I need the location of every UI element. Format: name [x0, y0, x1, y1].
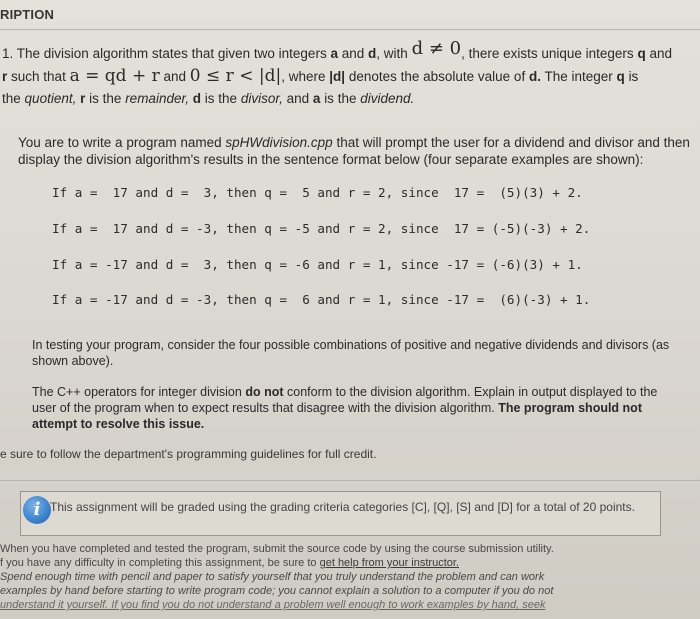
- var-d: d: [192, 91, 201, 106]
- footer-line: When you have completed and tested the program, submit the source code by using the course submission utility.: [0, 543, 554, 555]
- operators-text: The C++ operators for integer division: [32, 385, 242, 399]
- var-d: d.: [528, 69, 541, 84]
- intro-text: is the: [204, 91, 238, 106]
- var-abs-d: |d|: [329, 69, 346, 84]
- intro-text: and: [341, 46, 365, 61]
- var-a: a: [330, 46, 338, 61]
- var-q: q: [616, 69, 625, 84]
- math-equation: a = qd + r: [69, 66, 160, 86]
- operators-paragraph: [32, 384, 672, 432]
- testing-paragraph: In testing your program, consider the four possible combinations of positive and negative dividends and divisors (as shown above).: [32, 338, 670, 368]
- intro-text: , with: [376, 46, 408, 61]
- task-text: You are to write a program named: [18, 135, 222, 150]
- footer-line: Spend enough time with pencil and paper to satisfy yourself that you truly understand the problem and can work: [0, 571, 545, 583]
- grading-note-text: This assignment will be graded using the grading criteria categories [C], [Q], [S] and [D] for a total of 20 points.: [50, 500, 635, 514]
- footer-line: examples by hand before starting to write program code; you cannot explain a solution to a computer if you do not: [0, 585, 554, 597]
- header-divider: [0, 29, 700, 30]
- intro-text: denotes the absolute value of: [348, 69, 526, 84]
- emphasis-do-not: do not: [245, 385, 284, 399]
- intro-paragraph: [2, 38, 696, 110]
- term-remainder: remainder,: [125, 91, 189, 106]
- example-line: If a = 17 and d = 3, then q = 5 and r = 2, since 17 = (5)(3) + 2.: [52, 185, 583, 200]
- math-d-not-zero: d ≠ 0: [411, 38, 462, 59]
- example-line: If a = -17 and d = 3, then q = -6 and r = 1, since -17 = (-6)(3) + 1.: [52, 257, 583, 272]
- task-paragraph: [18, 134, 694, 168]
- term-dividend: dividend.: [360, 91, 415, 106]
- example-line: If a = -17 and d = -3, then q = 6 and r = 1, since -17 = (6)(-3) + 1.: [52, 292, 591, 307]
- intro-text: The integer: [544, 69, 613, 84]
- intro-text: , where: [281, 69, 326, 84]
- var-a: a: [312, 91, 321, 106]
- intro-text: and: [163, 69, 187, 84]
- instructions-footer: [0, 542, 700, 612]
- instructor-help-link[interactable]: get help from your instructor.: [319, 557, 459, 569]
- math-inequality: 0 ≤ r < |d|: [189, 66, 282, 86]
- program-filename: spHWdivision.cpp: [225, 135, 333, 150]
- intro-text: and: [286, 91, 310, 106]
- divider: [0, 480, 700, 481]
- var-r: r: [80, 91, 86, 106]
- intro-text: The division algorithm states that given two integers: [16, 46, 327, 61]
- emphasis-no-resolve: The program should not attempt to resolve this issue.: [32, 401, 642, 431]
- operators-text: conform to the division algorithm. Explain in output displayed to the user of the program when to expect results that disagree with the division algorithm.: [32, 385, 658, 415]
- section-header: RIPTION: [0, 7, 55, 22]
- var-r: r: [2, 69, 8, 84]
- intro-text: , there exists unique integers: [461, 46, 634, 61]
- footer-line: understand it yourself. If you find you do not understand a problem well enough to work examples by hand, seek: [0, 599, 546, 611]
- intro-text: such that: [11, 69, 66, 84]
- guidelines-text: e sure to follow the department's programming guidelines for full credit.: [0, 447, 377, 461]
- intro-text: is: [628, 69, 639, 84]
- var-q: q: [637, 46, 646, 61]
- task-text: that will prompt the user for a dividend and divisor and then display the division algorithm's results in the sentence format below (four separate examples are shown):: [18, 135, 690, 167]
- intro-text: is the: [89, 91, 122, 106]
- intro-text: the: [2, 91, 21, 106]
- term-divisor: divisor,: [240, 91, 283, 106]
- example-line: If a = 17 and d = -3, then q = -5 and r = 2, since 17 = (-5)(-3) + 2.: [52, 221, 591, 236]
- info-icon: i: [23, 496, 51, 524]
- footer-text: f you have any difficulty in completing this assignment, be sure to: [0, 557, 317, 569]
- footer-line: [0, 556, 700, 570]
- item-number: 1.: [2, 46, 14, 61]
- term-quotient: quotient,: [24, 91, 77, 106]
- intro-text: is the: [324, 91, 357, 106]
- var-d: d: [368, 46, 377, 61]
- intro-text: and: [649, 46, 672, 61]
